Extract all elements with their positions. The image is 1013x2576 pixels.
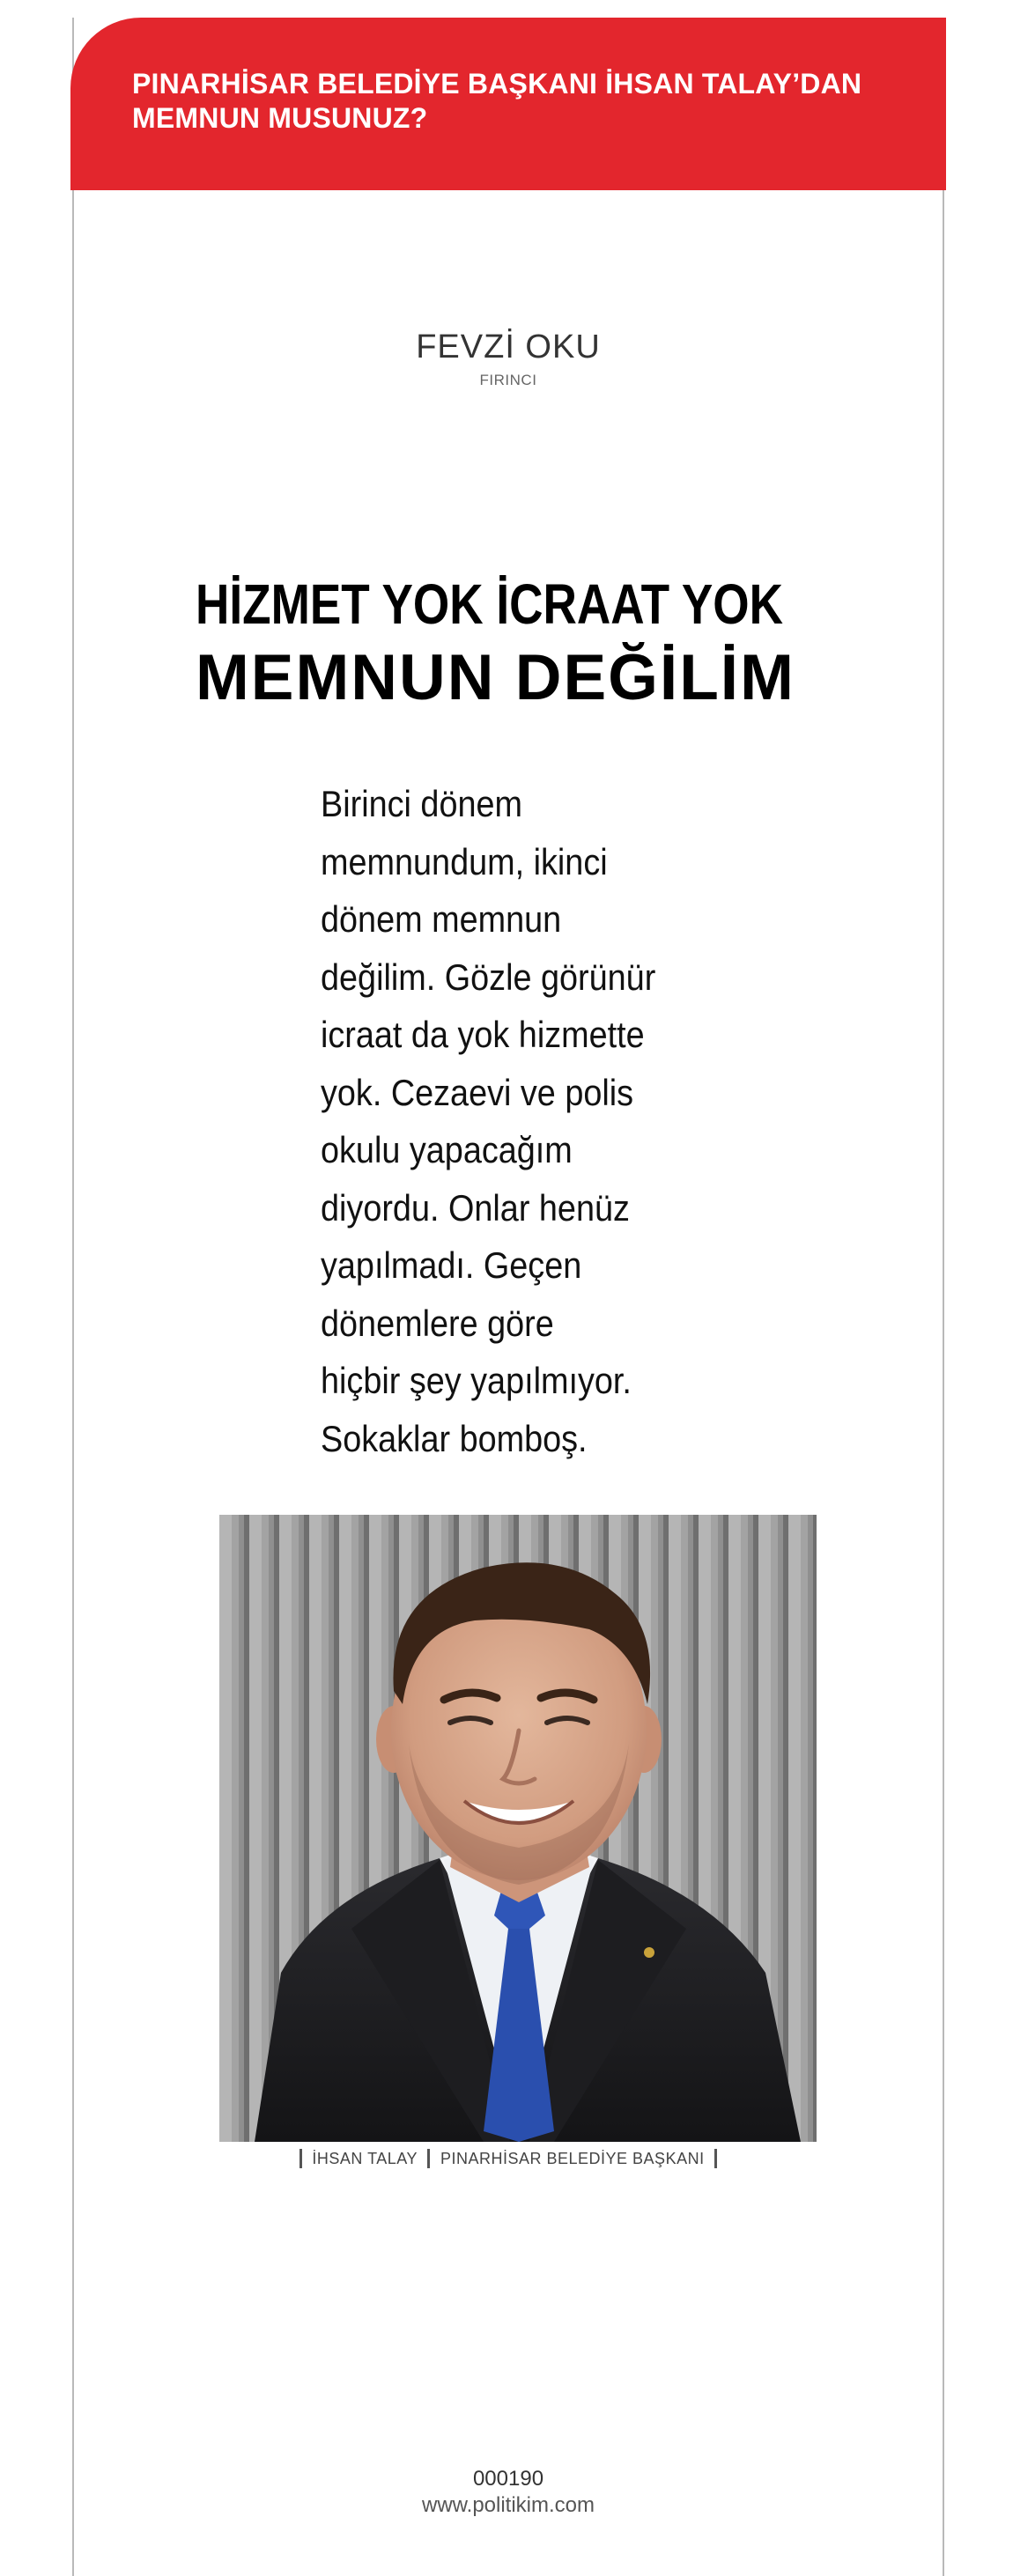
caption-role: PINARHİSAR BELEDİYE BAŞKANI (440, 2149, 705, 2167)
headline-line1: HİZMET YOK İCRAAT YOK (196, 572, 783, 636)
body-line: memnundum, ikinci (321, 840, 608, 882)
body-line: dönem memnun (321, 898, 562, 940)
body-line: Sokaklar bomboş. (321, 1417, 588, 1459)
footer-site: www.politikim.com (421, 2493, 595, 2517)
caption-divider (299, 2149, 302, 2168)
body-line: Birinci dönem (321, 783, 523, 824)
headline (196, 572, 865, 715)
caption-name: İHSAN TALAY (312, 2149, 418, 2167)
body-line: değilim. Gözle görünür (321, 956, 656, 998)
header-title (132, 67, 920, 136)
body-line: yapılmadı. Geçen (321, 1244, 582, 1286)
footer (72, 2466, 944, 2519)
body-line: diyordu. Onlar henüz (321, 1186, 630, 1229)
photo-caption (72, 2149, 944, 2168)
header-title-line2: MEMNUN MUSUNUZ? (132, 102, 428, 134)
header-title-line1: PINARHİSAR BELEDİYE BAŞKANI İHSAN TALAY’DAN (132, 68, 862, 100)
header-banner (70, 18, 946, 190)
portrait-photo (219, 1515, 817, 2142)
body-line: okulu yapacağım (321, 1129, 573, 1170)
caption-divider (714, 2149, 717, 2168)
body-line: hiçbir şey yapılmıyor. (321, 1360, 632, 1401)
headline-line2: MEMNUN DEĞİLİM (196, 642, 795, 713)
footer-code: 000190 (472, 2467, 544, 2491)
caption-divider (427, 2149, 430, 2168)
body-text (321, 775, 708, 1467)
author-block (72, 328, 944, 389)
body-line: yok. Cezaevi ve polis (321, 1071, 634, 1113)
author-title: FIRINCI (479, 372, 537, 388)
body-line: icraat da yok hizmette (321, 1014, 645, 1055)
author-name: FEVZİ OKU (416, 328, 601, 365)
body-line: dönemlere göre (321, 1302, 554, 1344)
